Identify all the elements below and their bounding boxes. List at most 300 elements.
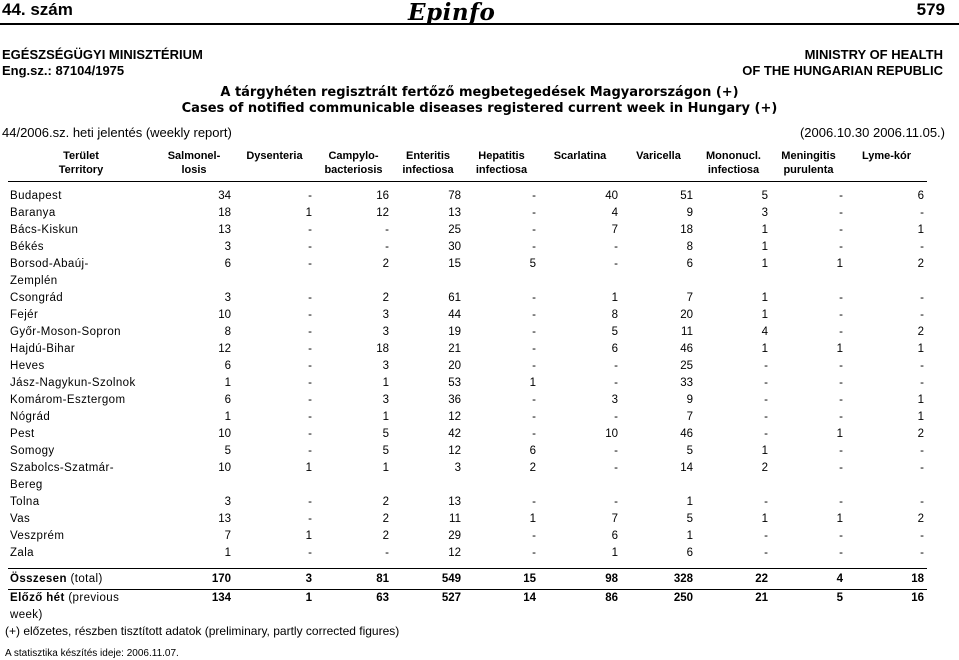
table-row xyxy=(8,460,927,494)
case-count: - xyxy=(839,190,843,202)
table-row xyxy=(8,590,927,625)
case-count: 9 xyxy=(686,207,693,219)
case-count: - xyxy=(764,428,768,440)
case-count: - xyxy=(532,207,536,219)
column-header-en: infectiosa xyxy=(707,164,760,176)
case-count: 13 xyxy=(448,496,461,508)
page-number: 579 xyxy=(916,0,945,19)
case-count: 3 xyxy=(234,569,315,590)
case-count: 10 xyxy=(605,428,618,440)
case-count: 7 xyxy=(611,224,618,236)
case-count: - xyxy=(308,309,312,321)
case-count: - xyxy=(920,530,924,542)
territory-name xyxy=(8,460,154,494)
case-count: 134 xyxy=(211,592,231,604)
epinfo-logo: Epinfo xyxy=(408,0,496,26)
column-header xyxy=(846,146,927,182)
territory-label: Baranya xyxy=(10,207,56,219)
column-header-en: losis xyxy=(181,164,207,176)
case-count: 1 xyxy=(836,258,843,270)
case-count: - xyxy=(839,411,843,423)
case-count: 5 xyxy=(382,445,389,457)
case-count: 6 xyxy=(686,547,693,559)
issue-number: 44. szám xyxy=(2,0,73,19)
case-count: 549 xyxy=(392,569,464,590)
case-count: 11 xyxy=(681,326,693,338)
case-count: - xyxy=(839,360,843,372)
case-count: 15 xyxy=(464,569,539,590)
column-header-hu: Dysenteria xyxy=(246,150,303,162)
case-count: - xyxy=(308,377,312,389)
case-count: 6 xyxy=(611,530,618,542)
case-count: 1 xyxy=(917,394,924,406)
territory-label: Előző hét xyxy=(10,592,65,604)
case-count: - xyxy=(920,496,924,508)
column-header-en: purulenta xyxy=(783,164,834,176)
case-count: 7 xyxy=(611,513,618,525)
case-count: 1 xyxy=(917,411,924,423)
territory-name xyxy=(8,188,154,205)
case-count: 12 xyxy=(448,411,461,423)
territory-name xyxy=(8,511,154,528)
territory-label-cont: week) xyxy=(10,609,43,621)
case-count: 2 xyxy=(529,462,536,474)
case-count: 81 xyxy=(315,569,392,590)
case-count: - xyxy=(839,292,843,304)
case-count: 1 xyxy=(382,411,389,423)
territory-label: Veszprém xyxy=(10,530,65,542)
case-count: 7 xyxy=(224,530,231,542)
case-count: 46 xyxy=(680,428,693,440)
case-count: 6 xyxy=(611,343,618,355)
case-count: - xyxy=(532,309,536,321)
case-count: 12 xyxy=(448,445,461,457)
case-count: 5 xyxy=(836,592,843,604)
territory-name xyxy=(8,375,154,392)
case-count: 3 xyxy=(224,292,231,304)
case-count: 1 xyxy=(686,496,693,508)
column-header-hu: Hepatitis xyxy=(478,150,525,162)
case-count: 13 xyxy=(218,224,231,236)
column-header xyxy=(154,146,234,182)
case-count: 250 xyxy=(673,592,693,604)
case-count: - xyxy=(614,377,618,389)
case-count: 1 xyxy=(836,513,843,525)
case-count: - xyxy=(839,224,843,236)
case-count: 5 xyxy=(529,258,536,270)
case-count: - xyxy=(839,445,843,457)
territory-name xyxy=(8,569,154,590)
case-count: 19 xyxy=(448,326,461,338)
case-count: 16 xyxy=(911,592,924,604)
case-count: - xyxy=(308,258,312,270)
case-count: 3 xyxy=(382,394,389,406)
case-count: - xyxy=(839,377,843,389)
case-count: 1 xyxy=(761,292,768,304)
case-count: - xyxy=(385,547,389,559)
case-count: 2 xyxy=(382,292,389,304)
case-count: 18 xyxy=(846,569,927,590)
territory-label: Szabolcs-Szatmár- xyxy=(10,462,114,474)
case-count: 40 xyxy=(605,190,618,202)
case-count: 5 xyxy=(686,445,693,457)
case-count: 1 xyxy=(382,462,389,474)
case-count: 3 xyxy=(611,394,618,406)
case-count: 5 xyxy=(761,190,768,202)
case-count: 2 xyxy=(917,326,924,338)
case-count: 29 xyxy=(448,530,461,542)
case-count: - xyxy=(920,360,924,372)
territory-name xyxy=(8,426,154,443)
territory-label: Jász-Nagykun-Szolnok xyxy=(10,377,136,389)
case-count: - xyxy=(920,241,924,253)
territory-name xyxy=(8,256,154,290)
case-count: - xyxy=(532,343,536,355)
footnote: (+) előzetes, részben tisztított adatok (preliminary, partly corrected figures) xyxy=(5,624,400,638)
case-count: 98 xyxy=(539,569,621,590)
case-count: 12 xyxy=(448,547,461,559)
case-count: - xyxy=(532,224,536,236)
case-count: 1 xyxy=(224,377,231,389)
case-count: 78 xyxy=(448,190,461,202)
case-count: - xyxy=(764,496,768,508)
case-count: 6 xyxy=(529,445,536,457)
table-row xyxy=(8,528,927,545)
case-count: 51 xyxy=(680,190,693,202)
case-count: 18 xyxy=(218,207,231,219)
case-count: - xyxy=(764,377,768,389)
ministry-hu: EGÉSZSÉGÜGYI MINISZTÉRIUM xyxy=(2,47,203,62)
case-count: - xyxy=(920,462,924,474)
case-count: - xyxy=(308,343,312,355)
case-count: 8 xyxy=(686,241,693,253)
table-row xyxy=(8,358,927,375)
territory-name xyxy=(8,528,154,545)
case-count: - xyxy=(920,309,924,321)
case-count: 53 xyxy=(448,377,461,389)
case-count: - xyxy=(308,190,312,202)
column-header xyxy=(621,146,696,182)
case-count: - xyxy=(532,241,536,253)
case-count: 1 xyxy=(761,513,768,525)
case-count: - xyxy=(308,411,312,423)
case-count: 1 xyxy=(611,547,618,559)
case-count: 25 xyxy=(680,360,693,372)
case-count: 30 xyxy=(448,241,461,253)
territory-name xyxy=(8,590,154,625)
case-count: 4 xyxy=(761,326,768,338)
case-count: 44 xyxy=(448,309,461,321)
case-count: - xyxy=(614,445,618,457)
case-count: 22 xyxy=(696,569,771,590)
case-count: 13 xyxy=(448,207,461,219)
case-count: - xyxy=(839,462,843,474)
case-count: - xyxy=(532,411,536,423)
case-count: 1 xyxy=(761,309,768,321)
case-count: - xyxy=(764,360,768,372)
table-body xyxy=(8,182,927,625)
case-count: 46 xyxy=(680,343,693,355)
column-header-en: infectiosa xyxy=(475,164,528,176)
table-row xyxy=(8,494,927,511)
case-count: 3 xyxy=(382,326,389,338)
case-count: 3 xyxy=(224,241,231,253)
case-count: - xyxy=(532,428,536,440)
case-count: 1 xyxy=(761,445,768,457)
column-header-hu: Campylo- xyxy=(328,150,379,162)
column-header-en: infectiosa xyxy=(402,164,454,176)
territory-label: Bács-Kiskun xyxy=(10,224,79,236)
case-count: - xyxy=(308,547,312,559)
case-count: 1 xyxy=(761,343,768,355)
case-count: 3 xyxy=(224,496,231,508)
table-row xyxy=(8,256,927,290)
column-header-hu: Meningitis xyxy=(781,150,836,162)
table-row xyxy=(8,511,927,528)
case-count: 1 xyxy=(686,530,693,542)
title-hu: A tárgyhéten regisztrált fertőző megbetegedések Magyarországon (+) xyxy=(220,85,739,100)
case-count: 6 xyxy=(686,258,693,270)
case-count: 4 xyxy=(771,569,846,590)
territory-name xyxy=(8,392,154,409)
case-count: 12 xyxy=(218,343,231,355)
case-count: - xyxy=(614,462,618,474)
case-count: - xyxy=(532,190,536,202)
case-count: - xyxy=(614,241,618,253)
case-count: - xyxy=(308,326,312,338)
case-count: 3 xyxy=(382,309,389,321)
case-count: - xyxy=(839,547,843,559)
case-count: 61 xyxy=(448,292,461,304)
case-count: 8 xyxy=(224,326,231,338)
case-count: 33 xyxy=(680,377,693,389)
case-count: - xyxy=(385,224,389,236)
case-count: - xyxy=(308,428,312,440)
territory-label: Győr-Moson-Sopron xyxy=(10,326,121,338)
case-count: 13 xyxy=(218,513,231,525)
territory-label: Összesen xyxy=(10,573,67,585)
territory-name xyxy=(8,222,154,239)
case-count: 8 xyxy=(611,309,618,321)
column-header xyxy=(539,146,621,182)
case-count: 25 xyxy=(448,224,461,236)
case-count: 7 xyxy=(686,411,693,423)
case-count: 170 xyxy=(154,569,234,590)
case-count: - xyxy=(532,530,536,542)
territory-label: Heves xyxy=(10,360,45,372)
table-row xyxy=(8,569,927,590)
column-header-hu: Enteritis xyxy=(405,150,450,162)
case-count: - xyxy=(308,496,312,508)
case-count: - xyxy=(920,207,924,219)
territory-name xyxy=(8,239,154,256)
territory-label: Hajdú-Bihar xyxy=(10,343,76,355)
case-count: - xyxy=(614,360,618,372)
table-row xyxy=(8,426,927,443)
territory-name xyxy=(8,409,154,426)
territory-label: Csongrád xyxy=(10,292,64,304)
territory-name xyxy=(8,324,154,341)
case-count: 16 xyxy=(376,190,389,202)
territory-label: Tolna xyxy=(10,496,40,508)
report-period: (2006.10.30 2006.11.05.) xyxy=(799,125,945,140)
table-row xyxy=(8,205,927,222)
case-count: 34 xyxy=(218,190,231,202)
case-count: 1 xyxy=(917,224,924,236)
case-count: 5 xyxy=(382,428,389,440)
case-count: 5 xyxy=(686,513,693,525)
territory-label-en: (total) xyxy=(70,573,103,585)
ministry-en: MINISTRY OF HEALTH xyxy=(804,47,943,62)
territory-name xyxy=(8,358,154,375)
case-count: - xyxy=(764,530,768,542)
table-row xyxy=(8,222,927,239)
table-row xyxy=(8,188,927,205)
territory-name xyxy=(8,205,154,222)
case-count: 5 xyxy=(611,326,618,338)
territory-label: Zala xyxy=(10,547,34,559)
territory-label-cont: Zemplén xyxy=(10,275,58,287)
column-header xyxy=(392,146,464,182)
case-count: 1 xyxy=(611,292,618,304)
territory-name xyxy=(8,341,154,358)
column-header-hu: Lyme-kór xyxy=(861,150,912,162)
table-row xyxy=(8,392,927,409)
case-count: 1 xyxy=(761,258,768,270)
case-count: 527 xyxy=(441,592,461,604)
case-count: - xyxy=(308,360,312,372)
case-count: - xyxy=(308,241,312,253)
case-count: 42 xyxy=(448,428,461,440)
case-count: 2 xyxy=(382,258,389,270)
case-count: - xyxy=(308,224,312,236)
case-count: 1 xyxy=(836,343,843,355)
territory-name xyxy=(8,545,154,562)
case-count: 1 xyxy=(761,224,768,236)
territory-label: Budapest xyxy=(10,190,62,202)
case-count: 3 xyxy=(382,360,389,372)
statistics-date: A statisztika készítés ideje: 2006.11.07. xyxy=(5,648,179,659)
case-count: - xyxy=(920,547,924,559)
table-row xyxy=(8,239,927,256)
territory-label: Somogy xyxy=(10,445,55,457)
case-count: 1 xyxy=(305,530,312,542)
case-count: 7 xyxy=(686,292,693,304)
column-header xyxy=(234,146,315,182)
territory-name xyxy=(8,443,154,460)
territory-label-en: (previous xyxy=(68,592,120,604)
table-row xyxy=(8,443,927,460)
case-count: 12 xyxy=(376,207,389,219)
title-en: Cases of notified communicable diseases registered current week in Hungary (+) xyxy=(181,101,778,116)
case-count: - xyxy=(839,496,843,508)
case-count: 36 xyxy=(448,394,461,406)
case-count: - xyxy=(532,496,536,508)
case-count: 1 xyxy=(305,462,312,474)
case-count: 328 xyxy=(621,569,696,590)
report-id: 44/2006.sz. heti jelentés (weekly report) xyxy=(2,125,232,140)
column-header-hu: Terület xyxy=(63,150,99,162)
case-count: 1 xyxy=(305,592,312,604)
case-count: - xyxy=(532,292,536,304)
column-header xyxy=(696,146,771,182)
territory-label: Békés xyxy=(10,241,44,253)
case-count: 4 xyxy=(611,207,618,219)
case-count: - xyxy=(920,377,924,389)
territory-label-cont: Bereg xyxy=(10,479,43,491)
table-row xyxy=(8,290,927,307)
table-row xyxy=(8,545,927,562)
table-row xyxy=(8,307,927,324)
case-count: 11 xyxy=(449,513,461,525)
column-header xyxy=(315,146,392,182)
case-count: 14 xyxy=(680,462,693,474)
case-count: 2 xyxy=(917,258,924,270)
case-count: - xyxy=(839,207,843,219)
case-count: 10 xyxy=(218,309,231,321)
case-count: 1 xyxy=(224,547,231,559)
case-count: - xyxy=(764,394,768,406)
case-count: - xyxy=(614,496,618,508)
case-count: 10 xyxy=(218,462,231,474)
case-count: 1 xyxy=(305,207,312,219)
case-count: 1 xyxy=(382,377,389,389)
case-count: - xyxy=(532,547,536,559)
column-header-en: bacteriosis xyxy=(324,164,383,176)
case-count: 14 xyxy=(523,592,536,604)
case-count: 10 xyxy=(218,428,231,440)
case-count: 6 xyxy=(224,258,231,270)
case-count: 20 xyxy=(680,309,693,321)
case-count: 18 xyxy=(680,224,693,236)
column-header xyxy=(8,146,154,182)
case-count: 86 xyxy=(605,592,618,604)
table-header-row xyxy=(8,146,927,182)
case-count: 1 xyxy=(224,411,231,423)
table-row xyxy=(8,375,927,392)
territory-label: Borsod-Abaúj- xyxy=(10,258,89,270)
column-header-hu: Mononucl. xyxy=(706,150,761,162)
territory-name xyxy=(8,307,154,324)
territory-label: Komárom-Esztergom xyxy=(10,394,126,406)
case-count: - xyxy=(308,445,312,457)
case-count: - xyxy=(614,258,618,270)
case-count: - xyxy=(764,547,768,559)
case-count: 2 xyxy=(382,513,389,525)
territory-name xyxy=(8,494,154,511)
case-count: 1 xyxy=(917,343,924,355)
table-row xyxy=(8,409,927,426)
case-count: - xyxy=(308,394,312,406)
territory-label: Vas xyxy=(10,513,31,525)
case-count: 3 xyxy=(454,462,461,474)
territory-label: Fejér xyxy=(10,309,39,321)
territory-label: Nógrád xyxy=(10,411,51,423)
case-count: 2 xyxy=(917,513,924,525)
case-count: 1 xyxy=(761,241,768,253)
case-count: - xyxy=(920,292,924,304)
case-count: 1 xyxy=(529,513,536,525)
case-count: 15 xyxy=(448,258,461,270)
case-count: - xyxy=(839,241,843,253)
disease-table xyxy=(8,146,927,624)
case-count: - xyxy=(614,411,618,423)
case-count: 5 xyxy=(224,445,231,457)
table-row xyxy=(8,324,927,341)
case-count: - xyxy=(839,394,843,406)
case-count: 18 xyxy=(376,343,389,355)
header-divider xyxy=(0,23,959,25)
